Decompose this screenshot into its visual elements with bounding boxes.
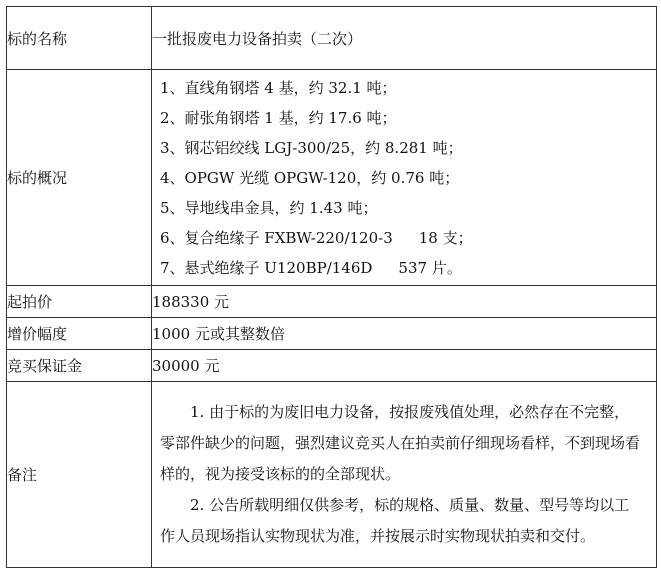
start-price-value: 188330 元 [152,286,657,318]
notes-cell [152,382,657,568]
overview-item-7-text: 7、悬式绝缘子 U120BP/146D [160,258,373,277]
overview-item-7-qty: 537 片。 [398,258,462,277]
overview-item-6 [160,223,656,253]
overview-item-6-text: 6、复合绝缘子 FXBW-220/120-3 [160,228,393,247]
overview-item: 2、耐张角钢塔 1 基，约 17.6 吨； [160,108,397,127]
note-paragraph: 2. 公告所载明细仅供参考，标的规格、质量、数量、型号等均以工作人员现场指认实物现状为准，并按展示时实物现状拍卖和交付。 [160,496,630,545]
item-overview-label: 标的概况 [7,70,152,286]
auction-info-table [6,6,657,568]
increment-label: 增价幅度 [7,318,152,350]
overview-item: 4、OPGW 光缆 OPGW-120，约 0.76 吨； [160,168,460,187]
row-increment [7,318,657,350]
row-notes [7,382,657,568]
row-item-overview [7,70,657,286]
row-start-price [7,286,657,318]
item-name-label: 标的名称 [7,7,152,70]
overview-item: 1、直线角钢塔 4 基，约 32.1 吨； [160,78,397,97]
note-paragraph: 1. 由于标的为废旧电力设备，按报废残值处理，必然存在不完整，零部件缺少的问题，强烈建议竞买人在拍卖前仔细现场看样，不到现场看样的，视为接受该标的的全部现状。 [160,403,641,483]
row-deposit [7,350,657,382]
notes-wrap [152,397,656,552]
deposit-value: 30000 元 [152,350,657,382]
row-item-name [7,7,657,70]
start-price-label: 起拍价 [7,286,152,318]
overview-item: 3、钢芯铝绞线 LGJ-300/25，约 8.281 吨； [160,138,463,157]
item-overview-cell [152,70,657,286]
item-name-value: 一批报废电力设备拍卖（二次） [152,7,657,70]
notes-label: 备注 [7,382,152,568]
overview-item: 5、导地线串金具，约 1.43 吨； [160,198,378,217]
increment-value: 1000 元或其整数倍 [152,318,657,350]
overview-item-6-qty: 18 支； [418,228,473,247]
deposit-label: 竞买保证金 [7,350,152,382]
overview-item-7 [160,253,656,283]
overview-list [152,73,656,283]
